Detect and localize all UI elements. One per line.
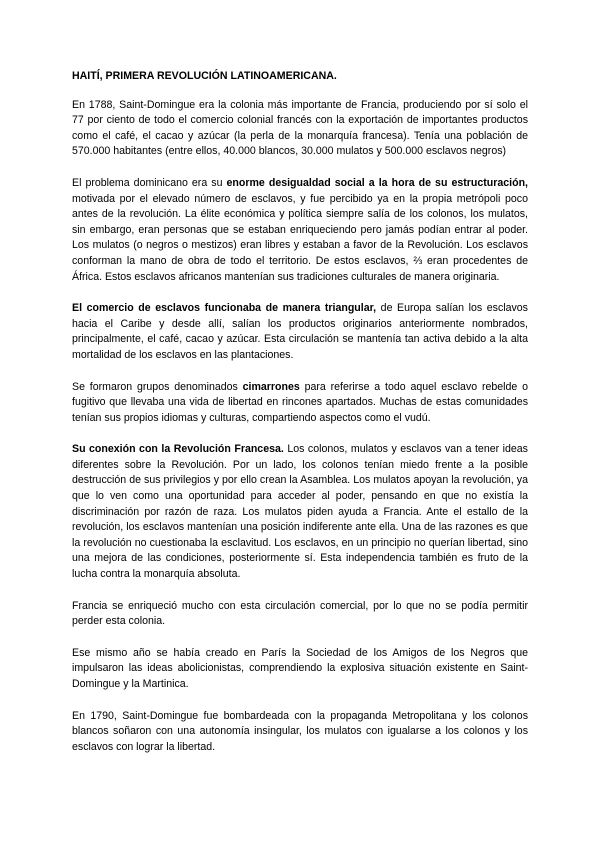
- paragraph-2-body: motivada por el elevado número de esclavos, y fue percibido ya en la propia metrópoli poco antes de la revolución. La élite económica y política siempre salía de los colonos, los mulatos, sin embargo, eran personas que se estaban enriqueciendo pero jamás podían entrar al poder. Los mulatos (o negros o mestizos) eran libres y estaban a favor de la Revolución. Los esclavos conforman la mano de obra de todo el territorio. De estos esclavos, ⅔ eran procedentes de África. Estos esclavos africanos mantenían sus tradiciones culturales de manera originaria.: [72, 192, 528, 283]
- paragraph-2-emphasis: enorme desigualdad social a la hora de su estructuración,: [226, 176, 528, 189]
- paragraph-4-intro: Se formaron grupos denominados: [72, 380, 243, 393]
- paragraph-6: Francia se enriqueció mucho con esta circulación comercial, por lo que no se podía permitir perder esta colonia.: [72, 599, 528, 628]
- paragraph-4-body: para referirse a todo aquel esclavo rebelde o fugitivo que llevaba una vida de libertad en rincones apartados. Muchas de estas comunidades tenían sus propios idiomas y culturas, compartiendo aspectos como el vudú.: [72, 380, 529, 424]
- paragraph-5: [72, 442, 528, 582]
- paragraph-2: [72, 176, 528, 285]
- paragraph-5-emphasis: Su conexión con la Revolución Francesa.: [72, 443, 284, 456]
- document-title: HAITÍ, PRIMERA REVOLUCIÓN LATINOAMERICANA.: [72, 70, 337, 82]
- document-body: [72, 69, 528, 771]
- paragraph-3: [72, 301, 528, 363]
- paragraph-4: [72, 380, 528, 427]
- paragraph-5-body: Los colonos, mulatos y esclavos van a tener ideas diferentes sobre la Revolución. Por un lado, los colonos tenían miedo frente a la posible destrucción de sus privilegios y por ello crean la Asamblea. Los mulatos apoyan la revolución, ya que lo ven como una oportunidad para acceder al poder, pensando en que no existía la discriminación por razón de raza. Los mulatos piden ayuda a Francia. Ante el estallo de la revolución, los esclavos mantenían una posición indiferente ante ella. Una de las razones es que la revolución no cuestionaba la esclavitud. Los esclavos, en un principio no querían libertad, sino una mejora de las condiciones, posteriormente sí. Esta independencia también es fruto de la lucha contra la monarquía absoluta.: [72, 443, 528, 581]
- paragraph-1: En 1788, Saint-Domingue era la colonia más importante de Francia, produciendo por sí solo el 77 por ciento de todo el comercio colonial francés con la exportación de importantes productos como el café, el cacao y azúcar (la perla de la monarquía francesa). Tenía una población de 570.000 habitantes (entre ellos, 40.000 blancos, 30.000 mulatos y 500.000 esclavos negros): [72, 98, 528, 158]
- paragraph-2-intro: El problema dominicano era su: [72, 176, 227, 189]
- paragraph-7: Ese mismo año se había creado en París la Sociedad de los Amigos de los Negros que impulsaron las ideas abolicionistas, comprendiendo la explosiva situación existente en Saint-Domingue y la Martinica.: [72, 646, 528, 690]
- paragraph-3-body: de Europa salían los esclavos hacia el Caribe y desde allí, salían los productos originarios anteriormente nombrados, principalmente, el café, cacao y azúcar. Esta circulación se mantenía tan activa debido a la alta mortalidad de los esclavos en las plantaciones.: [72, 302, 528, 361]
- paragraph-8: En 1790, Saint-Domingue fue bombardeada con la propaganda Metropolitana y los colonos blancos soñaron con una autonomía insingular, los mulatos con igualarse a los colonos y los esclavos con lograr la libertad.: [72, 709, 528, 753]
- paragraph-4-emphasis: cimarrones: [242, 380, 300, 393]
- paragraph-3-emphasis: El comercio de esclavos funcionaba de manera triangular,: [72, 302, 377, 315]
